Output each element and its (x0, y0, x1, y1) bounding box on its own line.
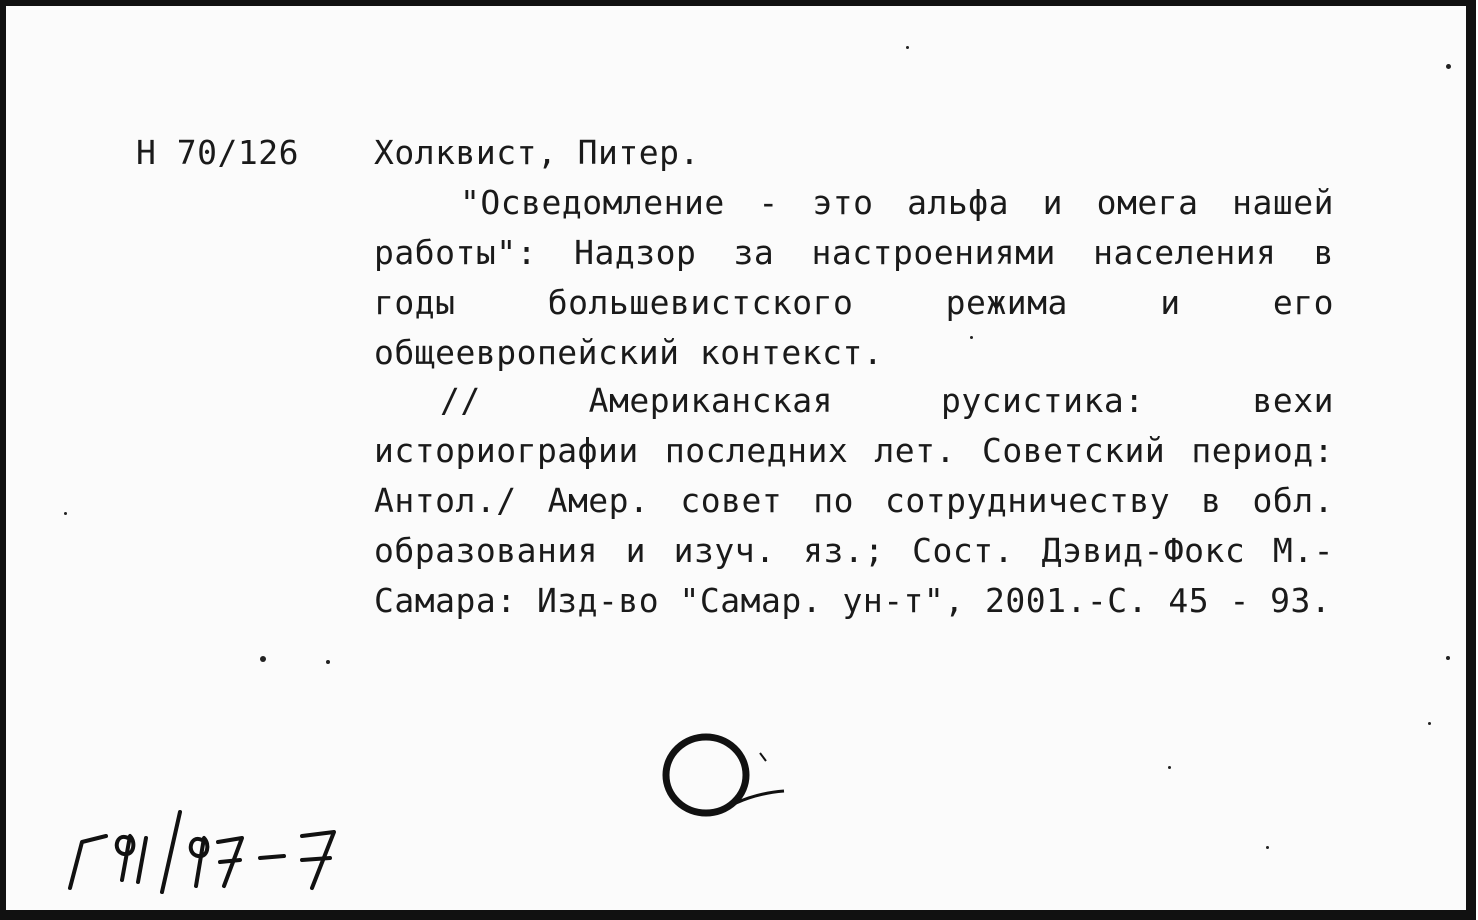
scan-speck (1446, 656, 1450, 660)
work-title: "Осведомление - это альфа и омега нашей работы": Надзор за настроениями населения в годы большевистского режима и его общеевропейский контекст. (374, 183, 1334, 372)
handwritten-number (62, 802, 352, 902)
scan-speck (64, 512, 67, 515)
scan-speck (1168, 766, 1171, 769)
source-citation: // Американская русистика: вехи историографии последних лет. Советский период: Антол./ Амер. совет по сотрудничеству в обл. образования и изуч. яз.; Сост. Дэвид-Фокс М.- Самара: Изд-во "Самар. ун-т", 2001.-С. 45 - 93. (374, 381, 1334, 620)
punch-hole-icon (658, 731, 788, 826)
shelfmark: Н 70/126 (136, 133, 299, 172)
scan-speck (1428, 722, 1431, 725)
scan-speck (326, 660, 330, 664)
scan-speck (260, 656, 266, 662)
scan-speck (1446, 64, 1451, 69)
scan-speck (906, 46, 909, 49)
scan-speck (1266, 846, 1269, 849)
scan-speck (970, 336, 973, 339)
author-heading: Холквист, Питер. (374, 133, 700, 172)
